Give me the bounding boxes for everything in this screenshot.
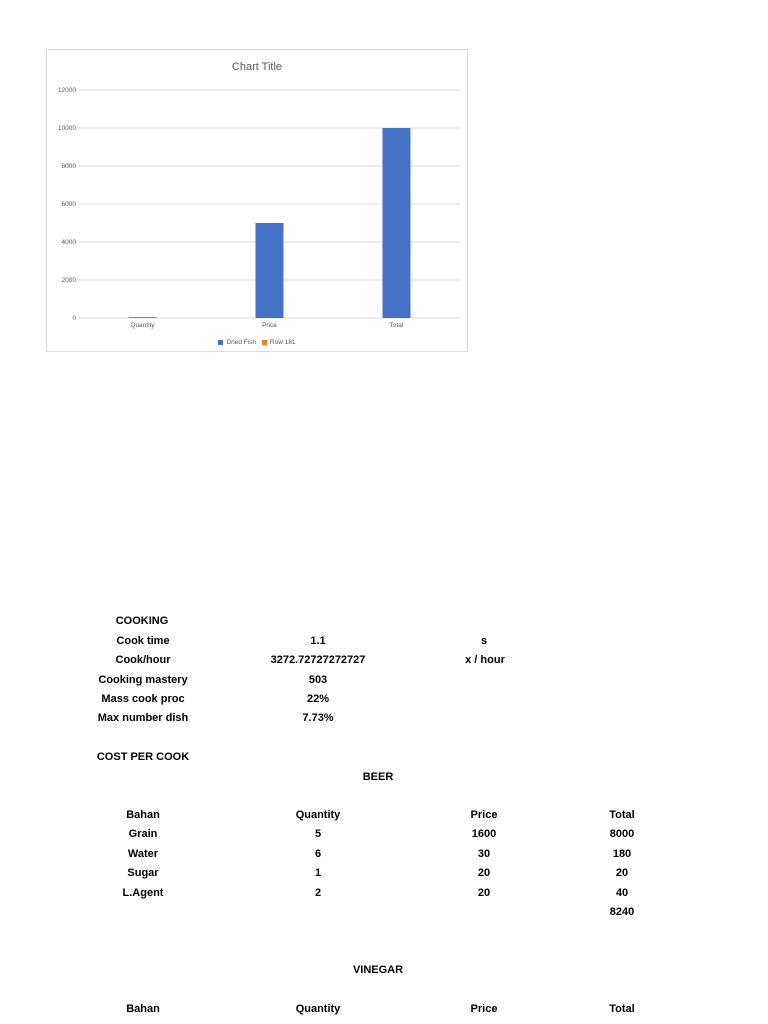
beer-grand-total[interactable]: 8240	[609, 906, 635, 918]
y-tick-label: 10000	[57, 125, 76, 132]
bar-chart[interactable]	[46, 49, 468, 352]
x-tick-label-quantity: Quantity	[130, 322, 155, 329]
vinegar-header-quantity: Quantity	[295, 1003, 341, 1015]
beer-row-water-price[interactable]: 30	[477, 848, 491, 860]
cook-per-hour-value[interactable]: 3272.72727272727	[270, 654, 366, 666]
cooking-mastery-label: Cooking mastery	[98, 674, 188, 686]
cook-time-unit: s	[480, 635, 488, 647]
legend-item-row-181	[262, 339, 296, 346]
y-tick-label: 8000	[61, 163, 76, 170]
beer-row-lagent-quantity[interactable]: 2	[314, 887, 322, 899]
cook-per-hour-label: Cook/hour	[115, 654, 171, 666]
legend-item-dried-fish	[218, 339, 256, 346]
bar-dried-fish-price	[256, 223, 284, 318]
mass-cook-proc-label: Mass cook proc	[101, 693, 185, 705]
beer-header-quantity: Quantity	[295, 809, 341, 821]
beer-row-lagent-total[interactable]: 40	[615, 887, 629, 899]
legend-label-dried-fish: Dried Fish	[226, 339, 257, 346]
x-tick-label-total: Total	[389, 322, 404, 329]
y-tick-label: 12000	[57, 87, 76, 94]
beer-header-bahan: Bahan	[126, 809, 160, 821]
beer-row-grain-price[interactable]: 1600	[471, 828, 497, 840]
vinegar-title: VINEGAR	[352, 964, 404, 976]
beer-row-water-quantity[interactable]: 6	[314, 848, 322, 860]
cooking-mastery-value[interactable]: 503	[308, 674, 328, 686]
beer-row-sugar-price[interactable]: 20	[477, 867, 491, 879]
beer-row-lagent-price[interactable]: 20	[477, 887, 491, 899]
cook-time-label: Cook time	[116, 635, 170, 647]
cook-per-hour-unit: x / hour	[465, 654, 505, 666]
beer-header-price: Price	[470, 809, 498, 821]
bar-dried-fish-quantity	[129, 317, 157, 318]
vinegar-header-bahan: Bahan	[126, 1003, 160, 1015]
chart-plot	[47, 50, 469, 353]
beer-title: BEER	[362, 771, 394, 783]
max-number-dish-value[interactable]: 7.73%	[302, 712, 334, 724]
beer-header-total: Total	[609, 809, 635, 821]
beer-row-sugar-total[interactable]: 20	[615, 867, 629, 879]
legend-swatch-row-181	[262, 340, 267, 345]
beer-row-sugar-quantity[interactable]: 1	[314, 867, 322, 879]
beer-row-sugar-bahan[interactable]: Sugar	[127, 867, 159, 879]
beer-row-water-bahan[interactable]: Water	[127, 848, 159, 860]
y-tick-label: 2000	[61, 277, 76, 284]
beer-row-grain-total[interactable]: 8000	[609, 828, 635, 840]
y-tick-label: 0	[72, 315, 76, 322]
vinegar-header-price: Price	[470, 1003, 498, 1015]
beer-row-grain-quantity[interactable]: 5	[314, 828, 322, 840]
mass-cook-proc-value[interactable]: 22%	[306, 693, 330, 705]
y-tick-label: 6000	[61, 201, 76, 208]
max-number-dish-label: Max number dish	[97, 712, 189, 724]
chart-title: Chart Title	[231, 61, 283, 73]
cooking-heading: COOKING	[115, 615, 169, 627]
vinegar-header-total: Total	[609, 1003, 635, 1015]
x-tick-label-price: Price	[262, 322, 277, 329]
beer-row-water-total[interactable]: 180	[612, 848, 632, 860]
legend-swatch-dried-fish	[218, 340, 223, 345]
beer-row-lagent-bahan[interactable]: L.Agent	[122, 887, 164, 899]
cost-per-cook-heading: COST PER COOK	[96, 751, 190, 763]
bar-dried-fish-total	[383, 128, 411, 318]
y-tick-label: 4000	[61, 239, 76, 246]
beer-row-grain-bahan[interactable]: Grain	[128, 828, 158, 840]
cook-time-value[interactable]: 1.1	[310, 635, 326, 647]
chart-legend	[47, 339, 467, 347]
legend-label-row-181: Row 181	[269, 339, 296, 346]
